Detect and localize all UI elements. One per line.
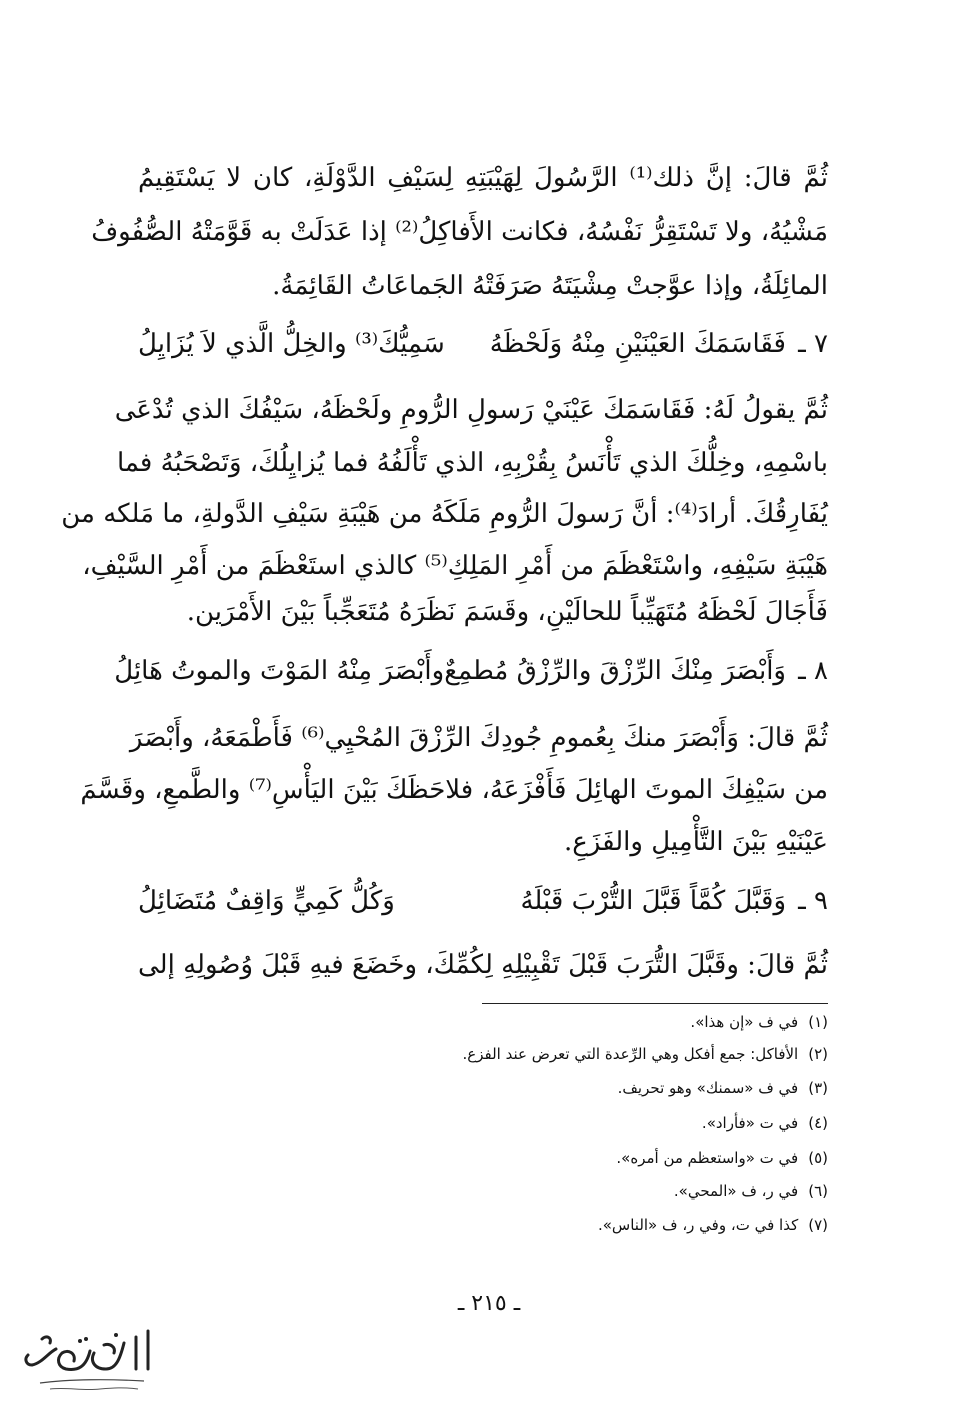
footnote-2 — [138, 1043, 828, 1065]
footnote-7-text: كذا في ت، وفي ر، ف «الناس». — [597, 1216, 799, 1234]
footnote-3-text: في ف «سمنك» وهو تحريف. — [617, 1079, 799, 1097]
footnote-6 — [138, 1180, 828, 1202]
paragraph-1-line-2: مَشْيُهُ، ولا تَسْتَقِرُّ نَفْسُهُ، فكانت الأَفاكِلُ⁽²⁾ إذا عَدَلَتْ به قَوَّمَتْهُ الصُّفُوفُ — [91, 217, 828, 247]
verse-7-second-hemistich: سَمِيُّكَ⁽³⁾ والخِلُّ الَّذي لاَ يُزَايِلُ — [138, 329, 445, 359]
footnote-4 — [138, 1112, 828, 1134]
footnote-5-number: (٥) — [808, 1149, 828, 1167]
paragraph-1-line-1: ثُمَّ قالَ: إنَّ ذلك⁽¹⁾ الرَّسُولَ لِهَيْبَتِهِ لِسَيْفِ الدَّوْلَةِ، كان لا يَسْتَقِيمُ — [138, 163, 829, 193]
footnote-4-number: (٤) — [808, 1114, 828, 1132]
footnote-2-number: (٢) — [808, 1045, 828, 1063]
footnote-separator — [482, 1003, 828, 1004]
footnote-7 — [138, 1214, 828, 1236]
verse-7-number: ٧ ـ — [798, 329, 828, 359]
paragraph-3-line-2: من سَيْفِكَ الموتَ الهائِلَ فَأَفْزَعَهُ، فلاحَظَكَ بَيْنَ اليَأْسِ⁽⁷⁾ والطَّمعِ، وقَسَّمَ — [80, 775, 828, 805]
verse-8-number: ٨ ـ — [798, 656, 828, 686]
footnote-3 — [138, 1077, 828, 1099]
footnote-3-number: (٣) — [808, 1079, 828, 1097]
footnote-5-text: في ت «واستعظم من أمره». — [616, 1149, 799, 1167]
verse-8-first-hemistich: وَأَبْصَرَ مِنْكَ الرِّزْقَ والرِّزْقُ مُطمِعٌ — [444, 656, 786, 686]
verse-9 — [138, 881, 828, 921]
paragraph-2-line-2: باسْمِهِ، وخِلُّكَ الذي تَأْنَسُ بِقُرْبِهِ، الذي تَأْلَفُهُ فما يُزايِلُكَ، وَتَصْحَبُهُ فما — [116, 448, 828, 478]
calligraphic-signature-logo-icon — [20, 1323, 160, 1403]
verse-9-number: ٩ ـ — [798, 886, 828, 916]
paragraph-2-line-1: ثُمَّ يقولُ لَهُ: فَقَاسَمَكَ عَيْنَيْ رَسولِ الرُّومِ ولَحْظَهُ، سَيْفُكَ الذي تُدْعَى — [114, 395, 828, 425]
verse-7 — [138, 324, 828, 364]
footnote-6-number: (٦) — [808, 1182, 828, 1200]
footnote-1-number: (١) — [808, 1013, 828, 1031]
footnote-6-text: في ر، ف «المحي». — [673, 1182, 799, 1200]
footnote-7-number: (٧) — [808, 1216, 828, 1234]
footnote-2-text: الأفاكل: جمع أفكل وهي الرِّعدة التي تعرض عند الفزع. — [462, 1045, 799, 1063]
paragraph-2-line-4: هَيْبَةِ سَيْفِهِ، واسْتَعْظَمَ من أَمْرِ المَلِكِ⁽⁵⁾ كالذي استَعْظَمَ من أَمْرِ السَّيْفِ، — [82, 551, 828, 581]
verse-9-first-hemistich: وَقَبَّلَ كُمَّاً قَبَّلَ التُّرْبَ قَبْلَهُ — [520, 886, 786, 916]
footnote-4-text: في ت «فأراد». — [701, 1114, 799, 1132]
paragraph-1-line-3: المائِلَةُ، وإذا عوَّجتْ مِشْيَتَهُ صَرَفَتْهُ الجَماعَاتُ القَائِمَةُ. — [272, 271, 828, 301]
verse-8-second-hemistich: وأَبْصَرَ مِنْهُ المَوْتَ والموتُ هَائِلُ — [114, 656, 445, 686]
paragraph-4-line-1: ثُمَّ قالَ: وقَبَّلَ التُّرَبَ قَبْلَ تَقْبِيْلِهِ لِكُمِّكَ، وخَضَعَ فيهِ قَبْلَ وُصُولِهِ إلى — [138, 950, 828, 980]
paragraph-2-line-3: يُفَارِقُكَ. أرادَ⁽⁴⁾: أنَّ رَسولَ الرُّومِ مَلَكَهُ من هَيْبَةِ سَيْفِ الدَّولةِ، ما مَلكه من — [61, 499, 828, 529]
verse-8 — [114, 651, 828, 691]
paragraph-3-line-3: عَيْنَيْهِ بَيْنَ التَّأْمِيلِ والفَزَعِ. — [563, 827, 828, 857]
footnote-1 — [138, 1011, 828, 1033]
footnote-5 — [138, 1147, 828, 1169]
verse-7-first-hemistich: فَقَاسَمَكَ العَيْنَيْنِ مِنْهُ وَلَحْظَهُ — [489, 329, 786, 359]
paragraph-2-line-5: فَأَجَالَ لَحْظَهُ مُتَهَيِّباً للحالَيْنِ، وقَسَمَ نَظَرَهُ مُتَعَجِّباً بَيْنَ الأَمْرَين. — [186, 597, 828, 627]
page-number: ـ ٢١٥ ـ — [457, 1291, 521, 1316]
paragraph-3-line-1: ثُمَّ قالَ: وَأَبْصَرَ منكَ بِعُمومِ جُودِكَ الرِّزْقَ المُحْيِي⁽⁶⁾ فَأَطْمَعَهُ، وأَبْصَرَ — [129, 723, 828, 753]
footnote-1-text: في ف «إن هذا». — [690, 1013, 799, 1031]
verse-9-second-hemistich: وَكُلُّ كَمِيٍّ وَاقِفٌ مُتَضَائِلُ — [138, 886, 395, 916]
